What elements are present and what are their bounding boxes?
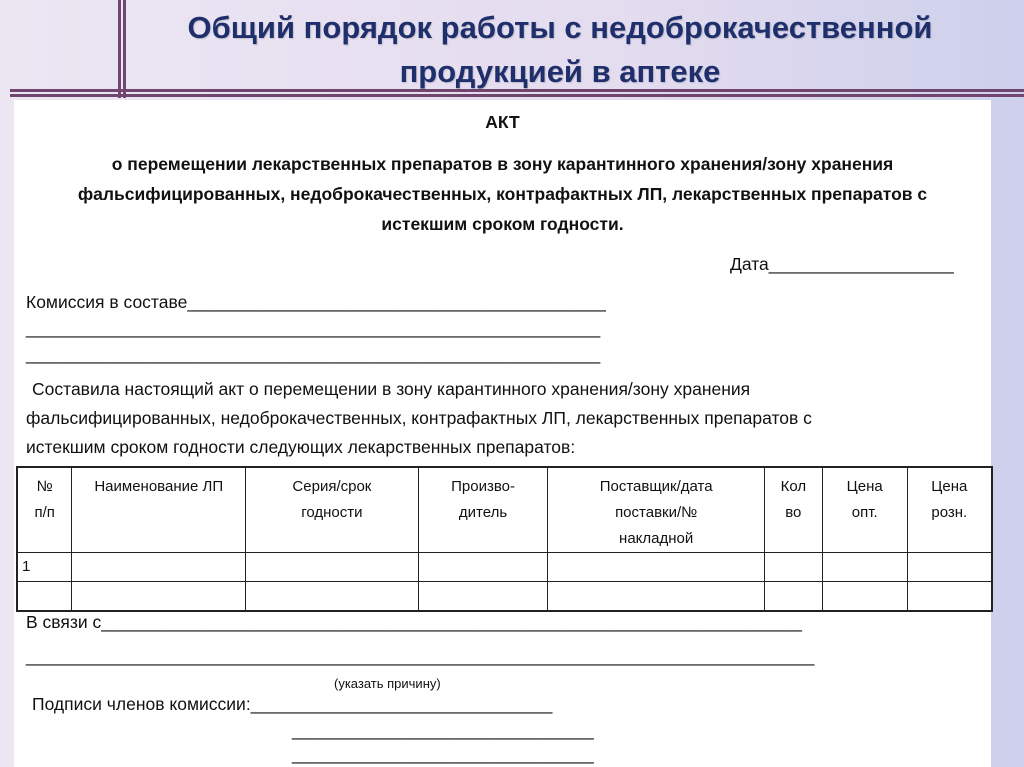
table-header-cell [246, 467, 419, 553]
commission-line1: Комиссия в составе___________________________________________ [26, 292, 606, 312]
table-cell [764, 553, 822, 582]
signatures-line2: _______________________________ [292, 720, 594, 740]
table-header-cell [764, 467, 822, 553]
table-header-text: Поставщик/дата [599, 478, 713, 495]
table-header-text: Цена [931, 478, 968, 495]
table-cell [822, 553, 907, 582]
table-cell [72, 582, 246, 611]
table-cell [907, 582, 992, 611]
table-header-text: Произво- [451, 478, 515, 495]
table-header-text: Цена [846, 478, 883, 495]
table-cell [822, 582, 907, 611]
table-cell [418, 553, 548, 582]
reason-line1: В связи с________________________________________________________________________ [26, 612, 803, 632]
table-cell [17, 582, 72, 611]
table-header-text: годности [301, 504, 363, 521]
table-header-text: поставки/№ [615, 504, 698, 521]
table-header-text: розн. [931, 504, 968, 521]
signatures-line3: _______________________________ [292, 744, 594, 764]
reason-line2: _________________________________________________________________________________ [26, 646, 815, 666]
act-document [14, 100, 991, 767]
body-line3: истекшим сроком годности следующих лекарственных препаратов: [26, 437, 576, 457]
table-header-text: № [36, 478, 53, 495]
table-header-text: накладной [619, 530, 694, 547]
table-header-row [17, 467, 992, 553]
commission-line3: ___________________________________________________________ [26, 344, 601, 364]
table-header-cell [17, 467, 72, 553]
decor-horizontal-bar [10, 94, 1024, 97]
date-line: Дата___________________ [730, 254, 954, 274]
act-subtitle-line3: истекшим сроком годности. [381, 214, 624, 234]
table-cell [907, 553, 992, 582]
table-header-cell [418, 467, 548, 553]
slide-title [125, 6, 995, 94]
table-header-cell [822, 467, 907, 553]
table-header-text: Серия/срок [292, 478, 372, 495]
act-subtitle-line2: фальсифицированных, недоброкачественных, контрафактных ЛП, лекарственных препаратов с [77, 184, 928, 204]
table-header-cell [548, 467, 764, 553]
table-header-text: опт. [851, 504, 878, 521]
act-heading: АКТ [485, 112, 520, 132]
signatures-line1: Подписи членов комиссии:_______________________________ [32, 694, 553, 714]
drugs-table [16, 466, 993, 612]
table-row [17, 582, 992, 611]
table-cell [246, 582, 419, 611]
table-cell [246, 553, 419, 582]
body-line2: фальсифицированных, недоброкачественных, контрафактных ЛП, лекарственных препаратов с [26, 408, 812, 428]
table-cell [72, 553, 246, 582]
table-cell [548, 553, 764, 582]
table-header-text: п/п [34, 504, 55, 521]
table-row [17, 553, 992, 582]
table-header-text: Наименование ЛП [94, 478, 224, 495]
slide-title-line2: продукцией в аптеке [399, 54, 721, 89]
table-header-cell [907, 467, 992, 553]
table-cell [418, 582, 548, 611]
decor-vertical-bar [118, 0, 121, 98]
commission-line2: ___________________________________________________________ [26, 318, 601, 338]
table-cell: 1 [17, 553, 72, 582]
act-subtitle-line1: о перемещении лекарственных препаратов в зону карантинного хранения/зону хранения [111, 154, 894, 174]
table-cell [548, 582, 764, 611]
table-header-text: дитель [458, 504, 508, 521]
table-cell [764, 582, 822, 611]
table-header-text: Кол [780, 478, 807, 495]
body-line1: Составила настоящий акт о перемещении в зону карантинного хранения/зону хранения [32, 379, 751, 399]
table-header-text: во [785, 504, 802, 521]
table-header-cell [72, 467, 246, 553]
reason-hint: (указать причину) [334, 676, 441, 691]
slide-title-line1: Общий порядок работы с недоброкачественной [187, 10, 933, 45]
